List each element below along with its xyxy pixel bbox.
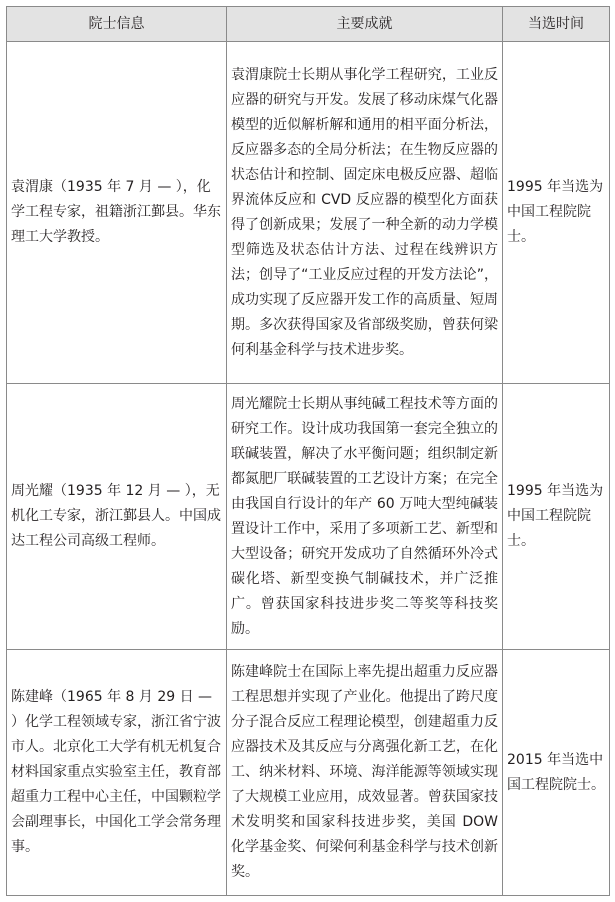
header-elected: 当选时间 — [503, 7, 610, 42]
academician-info: 周光耀（1935 年 12 月 — ），无机化工专家，浙江鄞县人。中国成达工程公司高级工程师。 — [7, 384, 227, 650]
elected-time: 2015 年当选中国工程院院士。 — [503, 650, 610, 896]
header-row — [7, 7, 610, 42]
main-achievement: 袁渭康院士长期从事化学工程研究，工业反应器的研究与开发。发展了移动床煤气化器模型的近似解析解和通用的相平面分析法，反应器多态的全局分析法；在生物反应器的状态估计和控制、固定床电极反应器、超临界流体反应和 CVD 反应器的模型化方面获得了创新成果；发展了一种全新的动力学模型筛选及状态估计方法、过程在线辨识方法；创导了“工业反应过程的开发方法论”，成功实现了反应器开发工作的高质量、短周期。多次获得国家及省部级奖励，曾获何梁何利基金科学与技术进步奖。 — [227, 42, 503, 384]
table-header — [7, 7, 610, 42]
academician-info: 袁渭康（1935 年 7 月 — ），化学工程专家，祖籍浙江鄞县。华东理工大学教授。 — [7, 42, 227, 384]
academician-table — [6, 6, 610, 896]
table-row — [7, 384, 610, 650]
academician-info: 陈建峰（1965 年 8 月 29 日 — ）化学工程领域专家，浙江省宁波市人。北京化工大学有机无机复合材料国家重点实验室主任，教育部超重力工程中心主任，中国颗粒学会副理事长，中国化工学会常务理事。 — [7, 650, 227, 896]
table-row — [7, 650, 610, 896]
header-info: 院士信息 — [7, 7, 227, 42]
elected-time: 1995 年当选为中国工程院院士。 — [503, 42, 610, 384]
main-achievement: 周光耀院士长期从事纯碱工程技术等方面的研究工作。设计成功我国第一套完全独立的联碱装置，解决了水平衡问题；组织制定新都氮肥厂联碱装置的工艺设计方案；在完全由我国自行设计的年产 60 万吨大型纯碱装置设计工作中，采用了多项新工艺、新型和大型设备；研究开发成功了自然循环外冷式碳化塔、新型变换气制碱技术，并广泛推广。曾获国家科技进步奖二等奖等科技奖励。 — [227, 384, 503, 650]
table-body — [7, 42, 610, 896]
header-achievement: 主要成就 — [227, 7, 503, 42]
elected-time: 1995 年当选为中国工程院院士。 — [503, 384, 610, 650]
main-achievement: 陈建峰院士在国际上率先提出超重力反应器工程思想并实现了产业化。他提出了跨尺度分子混合反应工程理论模型，创建超重力反应器技术及其反应与分离强化新工艺，在化工、纳米材料、环境、海洋能源等领域实现了大规模工业应用，成效显著。曾获国家技术发明奖和国家科技进步奖，美国 DOW 化学基金奖、何梁何利基金科学与技术创新奖。 — [227, 650, 503, 896]
table-row — [7, 42, 610, 384]
